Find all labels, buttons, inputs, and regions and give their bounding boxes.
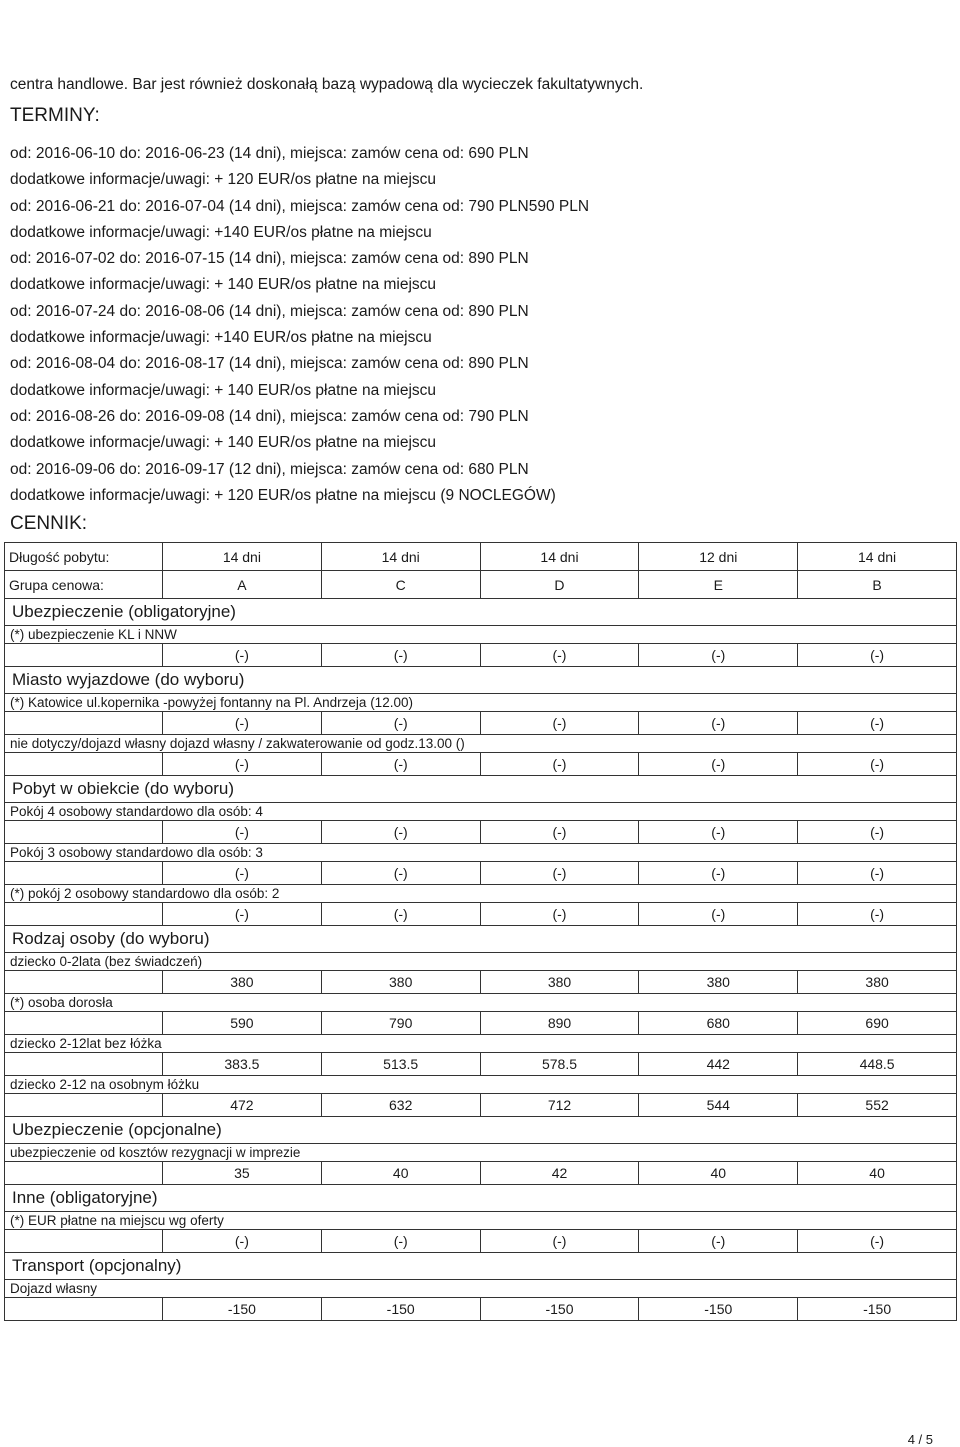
item-value: 712 xyxy=(480,1094,639,1117)
header-value: C xyxy=(321,571,480,599)
item-value: 442 xyxy=(639,1053,798,1076)
header-value: 14 dni xyxy=(163,543,322,571)
item-label-spacer xyxy=(5,1094,163,1117)
item-values-row xyxy=(5,821,957,844)
item-value: (-) xyxy=(798,753,957,776)
item-value: -150 xyxy=(480,1298,639,1321)
item-values-row xyxy=(5,1094,957,1117)
item-value: (-) xyxy=(798,862,957,885)
item-value: (-) xyxy=(798,821,957,844)
header-value: 14 dni xyxy=(480,543,639,571)
item-label-spacer xyxy=(5,712,163,735)
item-label: (*) ubezpieczenie KL i NNW xyxy=(5,626,957,644)
item-label: (*) Katowice ul.kopernika -powyżej fontanny na Pl. Andrzeja (12.00) xyxy=(5,694,957,712)
item-value: (-) xyxy=(480,644,639,667)
item-value: 544 xyxy=(639,1094,798,1117)
item-value: (-) xyxy=(480,1230,639,1253)
item-label-row xyxy=(5,803,957,821)
term-line: od: 2016-06-21 do: 2016-07-04 (14 dni), miejsca: zamów cena od: 790 PLN590 PLN xyxy=(10,197,590,215)
item-label-row xyxy=(5,885,957,903)
item-value: (-) xyxy=(163,862,322,885)
item-label-row xyxy=(5,844,957,862)
item-value: (-) xyxy=(163,712,322,735)
term-line: dodatkowe informacje/uwagi: + 140 EUR/os płatne na miejscu xyxy=(10,381,437,399)
item-value: 40 xyxy=(639,1162,798,1185)
item-label-row xyxy=(5,994,957,1012)
section-title: Miasto wyjazdowe (do wyboru) xyxy=(5,667,957,694)
terms-list xyxy=(10,141,589,509)
term-line: dodatkowe informacje/uwagi: + 120 EUR/os płatne na miejscu xyxy=(10,171,437,189)
section-row xyxy=(5,1253,957,1280)
section-row xyxy=(5,776,957,803)
item-value: (-) xyxy=(321,1230,480,1253)
section-title: Ubezpieczenie (opcjonalne) xyxy=(5,1117,957,1144)
item-label: (*) pokój 2 osobowy standardowo dla osób: 2 xyxy=(5,885,957,903)
item-value: -150 xyxy=(639,1298,798,1321)
item-value: (-) xyxy=(480,903,639,926)
header-value: 12 dni xyxy=(639,543,798,571)
item-value: 890 xyxy=(480,1012,639,1035)
item-value: (-) xyxy=(798,644,957,667)
header-row xyxy=(5,571,957,599)
item-value: (-) xyxy=(321,753,480,776)
term-line: dodatkowe informacje/uwagi: +140 EUR/os płatne na miejscu xyxy=(10,329,432,347)
item-label-spacer xyxy=(5,971,163,994)
item-value: 590 xyxy=(163,1012,322,1035)
item-label: Pokój 3 osobowy standardowo dla osób: 3 xyxy=(5,844,957,862)
item-label-row xyxy=(5,694,957,712)
item-value: (-) xyxy=(480,862,639,885)
header-label: Grupa cenowa: xyxy=(5,571,163,599)
price-heading: CENNIK: xyxy=(10,513,88,534)
item-label-row xyxy=(5,1144,957,1162)
item-value: 380 xyxy=(639,971,798,994)
term-line: od: 2016-08-04 do: 2016-08-17 (14 dni), miejsca: zamów cena od: 890 PLN xyxy=(10,355,529,373)
item-values-row xyxy=(5,712,957,735)
page-number: 4 / 5 xyxy=(907,1432,933,1447)
item-values-row xyxy=(5,862,957,885)
section-row xyxy=(5,667,957,694)
item-value: (-) xyxy=(321,712,480,735)
item-label: (*) EUR płatne na miejscu wg oferty xyxy=(5,1212,957,1230)
item-values-row xyxy=(5,1012,957,1035)
item-value: 42 xyxy=(480,1162,639,1185)
item-value: (-) xyxy=(480,753,639,776)
item-value: 380 xyxy=(798,971,957,994)
item-value: 690 xyxy=(798,1012,957,1035)
item-value: -150 xyxy=(321,1298,480,1321)
term-line: dodatkowe informacje/uwagi: + 140 EUR/os płatne na miejscu xyxy=(10,434,437,452)
section-title: Rodzaj osoby (do wyboru) xyxy=(5,926,957,953)
intro-text: centra handlowe. Bar jest również doskonałą bazą wypadową dla wycieczek fakultatywnych. xyxy=(10,76,644,93)
item-value: (-) xyxy=(639,903,798,926)
item-value: (-) xyxy=(798,903,957,926)
item-value: (-) xyxy=(798,712,957,735)
header-value: A xyxy=(163,571,322,599)
section-title: Ubezpieczenie (obligatoryjne) xyxy=(5,599,957,626)
section-title: Transport (opcjonalny) xyxy=(5,1253,957,1280)
item-value: (-) xyxy=(321,862,480,885)
item-label-spacer xyxy=(5,903,163,926)
item-values-row xyxy=(5,1298,957,1321)
item-value: 40 xyxy=(798,1162,957,1185)
item-value: (-) xyxy=(321,821,480,844)
price-table xyxy=(4,542,957,1321)
term-line: od: 2016-08-26 do: 2016-09-08 (14 dni), miejsca: zamów cena od: 790 PLN xyxy=(10,407,529,425)
item-values-row xyxy=(5,1162,957,1185)
item-label-spacer xyxy=(5,862,163,885)
item-value: (-) xyxy=(480,712,639,735)
header-value: 14 dni xyxy=(798,543,957,571)
header-value: 14 dni xyxy=(321,543,480,571)
item-label: dziecko 2-12 na osobnym łóżku xyxy=(5,1076,957,1094)
term-line: od: 2016-07-24 do: 2016-08-06 (14 dni), miejsca: zamów cena od: 890 PLN xyxy=(10,302,529,320)
item-value: 578.5 xyxy=(480,1053,639,1076)
item-label-row xyxy=(5,953,957,971)
item-label-row xyxy=(5,1035,957,1053)
terms-heading: TERMINY: xyxy=(10,105,100,126)
item-label-spacer xyxy=(5,753,163,776)
item-label-row xyxy=(5,1212,957,1230)
section-row xyxy=(5,926,957,953)
item-value: (-) xyxy=(639,644,798,667)
term-line: dodatkowe informacje/uwagi: + 120 EUR/os płatne na miejscu (9 NOCLEGÓW) xyxy=(10,486,556,504)
item-value: 472 xyxy=(163,1094,322,1117)
item-value: 380 xyxy=(163,971,322,994)
term-line: od: 2016-06-10 do: 2016-06-23 (14 dni), miejsca: zamów cena od: 690 PLN xyxy=(10,145,529,162)
item-value: 383.5 xyxy=(163,1053,322,1076)
section-row xyxy=(5,1117,957,1144)
header-label: Długość pobytu: xyxy=(5,543,163,571)
item-value: (-) xyxy=(163,753,322,776)
item-value: (-) xyxy=(639,862,798,885)
item-value: 448.5 xyxy=(798,1053,957,1076)
item-values-row xyxy=(5,903,957,926)
item-value: -150 xyxy=(798,1298,957,1321)
header-value: E xyxy=(639,571,798,599)
item-value: (-) xyxy=(480,821,639,844)
term-line: dodatkowe informacje/uwagi: +140 EUR/os płatne na miejscu xyxy=(10,223,432,241)
item-value: 380 xyxy=(321,971,480,994)
item-label: ubezpieczenie od kosztów rezygnacji w imprezie xyxy=(5,1144,957,1162)
item-label: dziecko 0-2lata (bez świadczeń) xyxy=(5,953,957,971)
item-value: (-) xyxy=(321,903,480,926)
item-label: Dojazd własny xyxy=(5,1280,957,1298)
item-values-row xyxy=(5,753,957,776)
item-values-row xyxy=(5,971,957,994)
header-value: B xyxy=(798,571,957,599)
item-value: (-) xyxy=(163,1230,322,1253)
item-value: 35 xyxy=(163,1162,322,1185)
item-value: (-) xyxy=(639,821,798,844)
item-value: 552 xyxy=(798,1094,957,1117)
item-label-spacer xyxy=(5,1053,163,1076)
item-value: (-) xyxy=(321,644,480,667)
item-value: (-) xyxy=(163,903,322,926)
item-label-spacer xyxy=(5,644,163,667)
item-label-spacer xyxy=(5,1230,163,1253)
item-values-row xyxy=(5,1053,957,1076)
item-value: (-) xyxy=(639,753,798,776)
item-label-spacer xyxy=(5,1162,163,1185)
section-row xyxy=(5,599,957,626)
item-value: (-) xyxy=(163,821,322,844)
header-row xyxy=(5,543,957,571)
term-line: od: 2016-07-02 do: 2016-07-15 (14 dni), miejsca: zamów cena od: 890 PLN xyxy=(10,250,529,268)
item-value: (-) xyxy=(639,1230,798,1253)
item-label: Pokój 4 osobowy standardowo dla osób: 4 xyxy=(5,803,957,821)
term-line: od: 2016-09-06 do: 2016-09-17 (12 dni), miejsca: zamów cena od: 680 PLN xyxy=(10,460,529,478)
section-title: Pobyt w obiekcie (do wyboru) xyxy=(5,776,957,803)
item-value: (-) xyxy=(163,644,322,667)
item-value: 40 xyxy=(321,1162,480,1185)
item-value: 632 xyxy=(321,1094,480,1117)
item-label-row xyxy=(5,1076,957,1094)
term-line: dodatkowe informacje/uwagi: + 140 EUR/os płatne na miejscu xyxy=(10,276,437,294)
item-value: 380 xyxy=(480,971,639,994)
item-label-spacer xyxy=(5,1012,163,1035)
item-value: 680 xyxy=(639,1012,798,1035)
item-value: 513.5 xyxy=(321,1053,480,1076)
item-value: -150 xyxy=(163,1298,322,1321)
item-label-row xyxy=(5,1280,957,1298)
item-label-spacer xyxy=(5,821,163,844)
section-row xyxy=(5,1185,957,1212)
item-value: (-) xyxy=(639,712,798,735)
item-value: 790 xyxy=(321,1012,480,1035)
item-label: (*) osoba dorosła xyxy=(5,994,957,1012)
item-label: nie dotyczy/dojazd własny dojazd własny / zakwaterowanie od godz.13.00 () xyxy=(5,735,957,753)
item-label-row xyxy=(5,626,957,644)
item-values-row xyxy=(5,1230,957,1253)
section-title: Inne (obligatoryjne) xyxy=(5,1185,957,1212)
item-label-spacer xyxy=(5,1298,163,1321)
item-value: (-) xyxy=(798,1230,957,1253)
header-value: D xyxy=(480,571,639,599)
item-values-row xyxy=(5,644,957,667)
item-label-row xyxy=(5,735,957,753)
item-label: dziecko 2-12lat bez łóżka xyxy=(5,1035,957,1053)
